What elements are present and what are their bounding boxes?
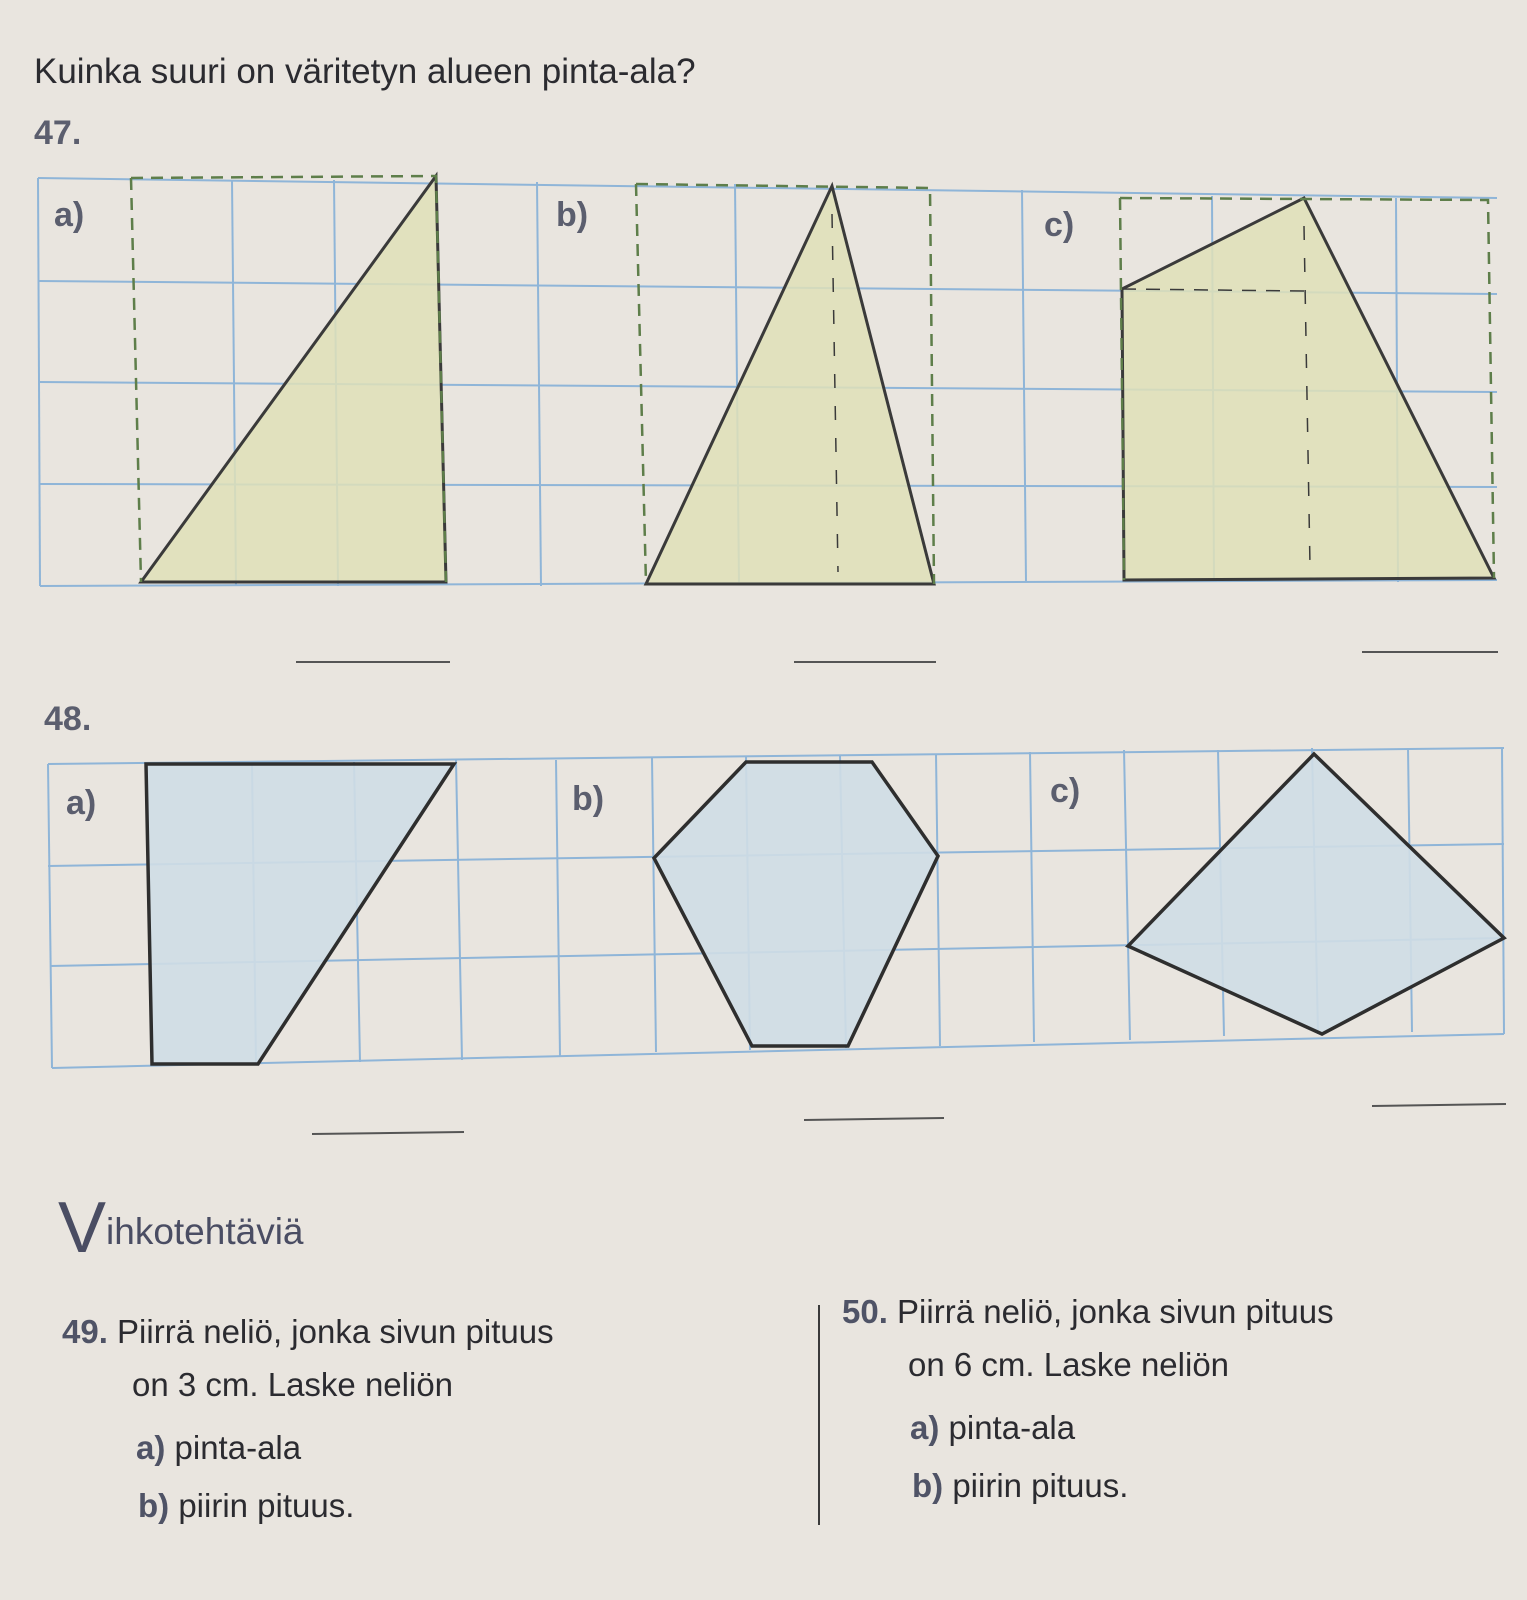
exercise-48-answer-lines — [312, 1104, 1506, 1134]
task-49-line1: Piirrä neliö, jonka sivun pituus — [117, 1313, 554, 1350]
exercise-47a-label: a) — [54, 196, 85, 234]
task-50-b-text: piirin pituus. — [952, 1467, 1129, 1505]
section-heading-rest: ihkotehtäviä — [106, 1211, 304, 1252]
exercise-47-number: 47. — [34, 114, 82, 152]
exercise-48c-shape — [1128, 754, 1504, 1034]
exercise-48-number: 48. — [44, 700, 92, 738]
task-49-b-label: b) — [138, 1487, 170, 1525]
instruction-text: Kuinka suuri on väritetyn alueen pinta-ala? — [34, 52, 696, 91]
task-49-b-text: piirin pituus. — [178, 1487, 355, 1525]
task-49-line2: on 3 cm. Laske neliön — [132, 1365, 454, 1403]
task-49-a-label: a) — [136, 1428, 166, 1466]
task-50-line1: Piirrä neliö, jonka sivun pituus — [897, 1293, 1334, 1330]
section-heading-initial: V — [58, 1188, 107, 1268]
task-49-number: 49. — [62, 1313, 108, 1350]
exercise-48c-label: c) — [1050, 772, 1081, 810]
exercise-48a-label: a) — [66, 784, 97, 822]
exercise-48a-shape — [146, 764, 454, 1064]
section-heading — [58, 1188, 304, 1268]
task-49 — [62, 1306, 554, 1533]
exercise-47b-label: b) — [556, 196, 589, 234]
task-49-a-text: pinta-ala — [174, 1428, 302, 1466]
task-50-number: 50. — [842, 1293, 888, 1330]
exercise-48b-shape — [654, 762, 938, 1046]
exercise-47c-label: c) — [1044, 206, 1075, 244]
task-50-a-text: pinta-ala — [948, 1408, 1076, 1446]
task-50-line2: on 6 cm. Laske neliön — [908, 1345, 1230, 1383]
task-divider — [818, 1305, 820, 1525]
task-50 — [842, 1286, 1334, 1513]
exercise-47c-shape — [1122, 198, 1494, 580]
task-50-a-label: a) — [910, 1408, 940, 1446]
exercise-47a-triangle — [141, 176, 446, 582]
task-50-b-label: b) — [912, 1467, 944, 1505]
exercise-48b-label: b) — [572, 780, 605, 818]
exercise-47b-triangle — [646, 186, 934, 584]
exercise-47-answer-lines — [296, 652, 1498, 662]
